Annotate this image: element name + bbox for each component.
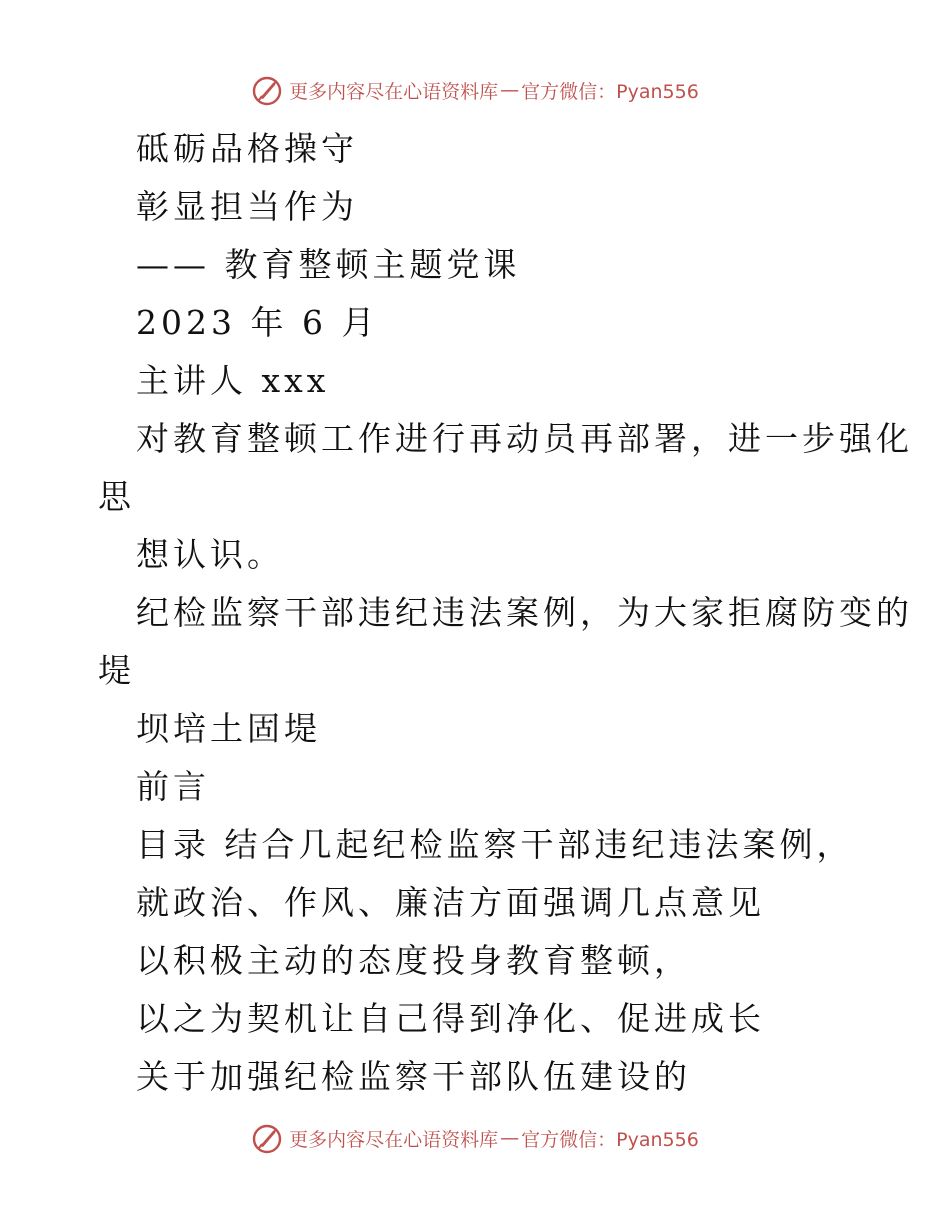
body-line: 关于加强纪检监察干部队伍建设的 — [136, 1057, 691, 1096]
header-banner-text: 更多内容尽在心语资料库 — [289, 80, 499, 103]
body-line: 想认识。 — [136, 535, 284, 574]
date-line: 2023 年 6 月 — [136, 303, 379, 342]
document-body — [98, 120, 913, 1106]
header-watermark-banner — [0, 70, 950, 110]
body-line: 坝培土固堤 — [136, 709, 321, 748]
preface-heading: 前言 — [136, 767, 210, 806]
footer-banner-separator: — — [500, 1127, 520, 1149]
body-line: 对教育整顿工作进行再动员再部署，进一步强化 — [136, 419, 913, 458]
footer-banner-text: 更多内容尽在心语资料库 — [289, 1128, 499, 1151]
speaker-line: 主讲人 xxx — [136, 361, 330, 400]
body-line: 就政治、作风、廉洁方面强调几点意见 — [136, 883, 765, 922]
body-line: 思 — [98, 477, 135, 516]
toc-line: 目录 结合几起纪检监察干部违纪违法案例， — [136, 825, 854, 864]
subtitle-line: —— 教育整顿主题党课 — [136, 245, 521, 284]
title-line-1: 砥砺品格操守 — [136, 129, 358, 168]
body-line: 以之为契机让自己得到净化、促进成长 — [136, 999, 765, 1038]
footer-banner-contact: 官方微信：Pyan556 — [521, 1128, 699, 1151]
body-line: 堤 — [98, 651, 135, 690]
body-line: 以积极主动的态度投身教育整顿， — [136, 941, 691, 980]
quill-pen-logo-icon — [251, 1122, 283, 1154]
header-banner-separator: — — [500, 79, 520, 101]
body-line: 纪检监察干部违纪违法案例，为大家拒腐防变的 — [136, 593, 913, 632]
header-banner-contact: 官方微信：Pyan556 — [521, 80, 699, 103]
quill-pen-logo-icon — [251, 74, 283, 106]
footer-watermark-banner — [0, 1118, 950, 1158]
title-line-2: 彰显担当作为 — [136, 187, 358, 226]
